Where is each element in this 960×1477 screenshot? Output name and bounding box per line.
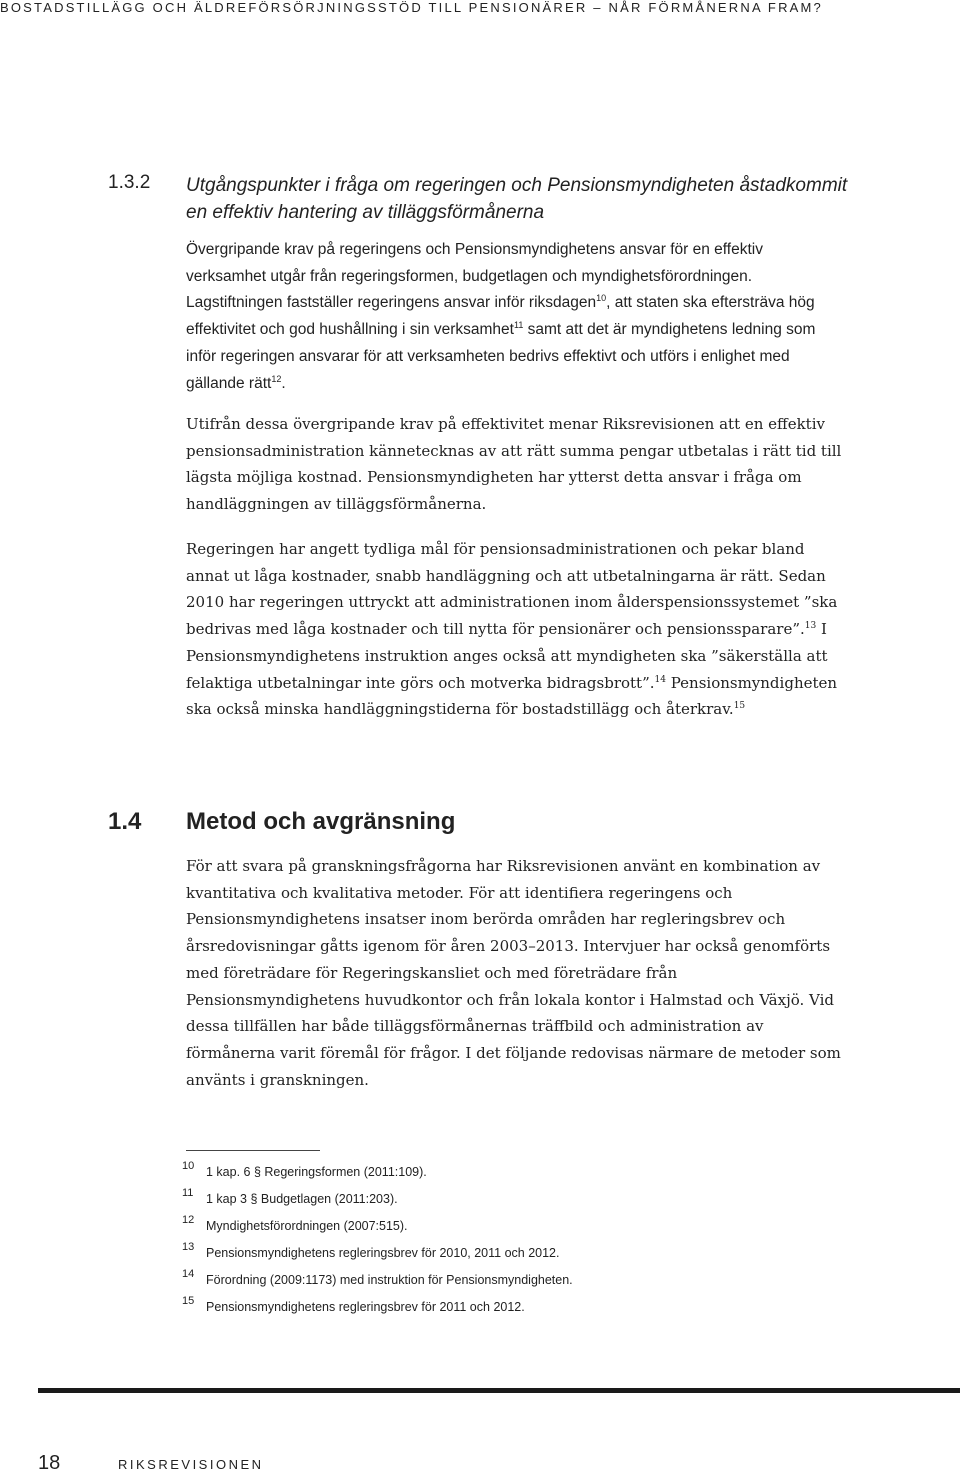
footnote-item [182,1268,882,1295]
footnote-text: Pensionsmyndighetens regleringsbrev för 2010, 2011 och 2012. [206,1246,560,1260]
text-run: Övergripande krav på regeringens och Pensionsmyndighetens ansvar för en effektiv verksamhet utgår från regeringsformen, budgetlagen och myndighetsförordningen. Lagstiftningen fastställer regeringens ansvar inför riksdagen [186,241,763,312]
paragraph-text: Utifrån dessa övergripande krav på effektivitet menar Riksrevisionen att en effektiv pensionsadministration kännetecknas av att rätt summa pengar utbetalas i rätt tid till lägsta möjliga kostnad. Pensionsmyndigheten har ytterst detta ansvar i fråga om handläggningen av tilläggsförmånerna. [186,415,842,514]
footnote-number: 13 [182,1241,195,1253]
text-run: , att staten ska eftersträva hög effektivitet och god hushållning i sin verksamhet [186,294,815,339]
footer-brand: RIKSREVISIONEN [118,1457,264,1472]
text-run: Pensionsmyndigheten ska också minska handläggningstiderna för bostadstillägg och återkrav. [186,673,838,719]
footnote-item [182,1160,882,1187]
footnote-item [182,1295,882,1322]
text-run: I Pensionsmyndighetens instruktion anges också att myndigheten ska ”säkerställa att felaktiga utbetalningar inte görs och motverka bidragsbrott”. [186,620,828,692]
footer-divider [38,1388,960,1393]
footnote-number: 11 [182,1187,194,1199]
footnote-text: 1 kap. 6 § Regeringsformen (2011:109). [206,1165,427,1179]
footnote-number: 15 [182,1295,195,1307]
footnote-number: 10 [182,1160,195,1172]
running-header: BOSTADSTILLÄGG OCH ÄLDREFÖRSÖRJNINGSSTÖD TILL PENSIONÄRER – NÅR FÖRMÅNERNA FRAM? [0,0,823,15]
footnote-number: 12 [182,1214,195,1226]
footnote-item [182,1241,882,1268]
page-number: 18 [38,1452,61,1474]
text-run: Regeringen har angett tydliga mål för pensionsadministrationen och pekar bland annat ut låga kostnader, snabb handläggning och att utbetalningarna är rätt. Sedan 2010 har regeringen uttryckt att administrationen inom ålderspensionssystemet ”ska bedrivas med låga kostnader och till nytta för pensionärer och pensionssparare”. [186,540,838,639]
footnote-ref[interactable]: 15 [733,701,746,712]
footnote-text: Förordning (2009:1173) med instruktion för Pensionsmyndigheten. [206,1273,573,1287]
section-title: Utgångspunkter i fråga om regeringen och Pensionsmyndigheten åstadkommit en effektiv hantering av tilläggsförmånerna [186,175,848,223]
footnote-divider [186,1150,320,1151]
paragraph-requirements [186,237,846,397]
footnote-text: 1 kap 3 § Budgetlagen (2011:203). [206,1192,398,1206]
paragraph-goals [186,536,846,723]
section-number: 1.4 [108,808,142,835]
footnote-text: Pensionsmyndighetens regleringsbrev för 2011 och 2012. [206,1300,525,1314]
footnote-ref[interactable]: 11 [513,319,524,330]
footnote-list [182,1160,882,1322]
paragraph-method [186,853,846,1093]
section-heading: Metod och avgränsning [186,808,456,835]
text-run: . [281,374,286,392]
footnote-ref[interactable]: 13 [804,621,817,632]
section-number: 1.3.2 [108,172,151,193]
footnote-item [182,1187,882,1214]
text-run: samt att det är myndighetens ledning som inför regeringen ansvarar för att verksamheten bedrivs effektivt och utförs i enlighet med gällande rätt [186,321,816,392]
footnote-item [182,1214,882,1241]
footnote-text: Myndighetsförordningen (2007:515). [206,1219,408,1233]
footnote-ref[interactable]: 12 [271,373,282,384]
paragraph-effectiveness [186,411,846,518]
footnote-ref[interactable]: 10 [596,293,607,304]
footnote-ref[interactable]: 14 [654,674,666,685]
paragraph-text: För att svara på granskningsfrågorna har Riksrevisionen använt en kombination av kvantitativa och kvalitativa metoder. För att identifiera regeringens och Pensionsmyndighetens insatser inom berörda områden har regleringsbrev och årsredovisningar gåtts igenom för åren 2003–2013. Intervjuer har också genomförts med företrädare för Regeringskansliet och med företrädare från Pensionsmyndighetens huvudkontor och från lokala kontor i Halmstad och Växjö. Vid dessa tillfällen har både tilläggsförmånernas träffbild och administration av förmånerna varit föremål för frågor. I det följande redovisas närmare de metoder som använts i granskningen. [186,857,841,1089]
footnote-number: 14 [182,1268,195,1280]
